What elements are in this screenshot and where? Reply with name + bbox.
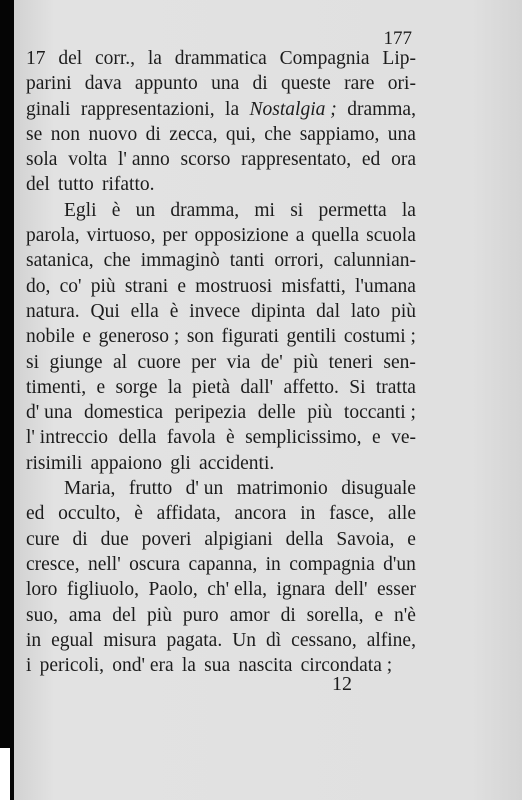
word: Lip-: [382, 48, 416, 69]
page-number: 177: [383, 28, 412, 49]
word: Si: [349, 376, 366, 398]
text-line: [26, 46, 416, 71]
word: per: [162, 225, 188, 247]
word: rappresentazioni,: [80, 98, 215, 120]
text-line: [26, 527, 416, 552]
word: cuore: [137, 351, 181, 373]
word: di: [252, 73, 268, 95]
word: nascita: [238, 655, 293, 677]
word: al: [112, 351, 128, 373]
word: di: [145, 123, 161, 145]
word: poveri: [141, 528, 192, 550]
text-line: [26, 299, 416, 324]
word: dramma,: [347, 98, 416, 120]
word: che: [103, 250, 131, 272]
book-spine-shadow: [0, 0, 14, 800]
book-page: [14, 0, 522, 800]
word: teneri: [328, 351, 373, 373]
word: della: [285, 528, 324, 550]
word: un: [135, 199, 156, 221]
word: ve-: [391, 427, 416, 449]
word: capanna,: [188, 553, 258, 575]
word: egual: [51, 629, 94, 651]
word: appunto: [134, 73, 198, 95]
text-line: [26, 577, 416, 602]
word: 17: [26, 48, 46, 69]
word: natura.: [26, 300, 80, 322]
word: figliuolo,: [66, 579, 139, 601]
word: l' intreccio: [26, 427, 109, 449]
word: sen-: [383, 351, 416, 373]
word: scorso: [180, 149, 231, 171]
word: satanica,: [26, 250, 94, 272]
word: gli: [170, 452, 191, 474]
word: dall': [240, 376, 274, 398]
word: invece: [189, 300, 241, 322]
word: e: [96, 376, 106, 398]
word: ella: [130, 300, 159, 322]
word: sua: [204, 655, 231, 677]
word: disuguale: [341, 478, 416, 500]
word: la: [401, 199, 416, 221]
word: suo,: [26, 604, 58, 626]
word: figurati: [221, 326, 279, 348]
text-line: [26, 425, 416, 450]
word: cresce,: [26, 553, 80, 575]
word: e: [407, 528, 416, 550]
word: puro: [182, 604, 219, 626]
word: si: [290, 199, 304, 221]
word: parola,: [26, 225, 80, 247]
word: alpigiani: [204, 528, 273, 550]
word: frutto: [128, 478, 173, 500]
word: ed: [26, 503, 45, 525]
word: in: [265, 553, 281, 575]
word: più: [90, 275, 116, 297]
word: dipinta: [251, 300, 306, 322]
word: loro: [26, 579, 58, 601]
text-line: [26, 603, 416, 628]
word: affidata,: [156, 503, 221, 525]
word: alfine,: [366, 629, 416, 651]
word: e: [374, 604, 384, 626]
word: per: [191, 351, 217, 373]
word: esser: [377, 579, 416, 601]
word: nuovo: [88, 123, 138, 145]
word: Egli: [64, 199, 97, 221]
word: pietà: [192, 376, 231, 398]
text-line: [26, 350, 416, 375]
word: drammatica: [174, 48, 267, 69]
word: queste: [281, 73, 331, 95]
word: l'umana: [355, 275, 416, 297]
word: l' anno: [118, 149, 170, 171]
word: ginali: [26, 98, 71, 120]
word: dal: [316, 300, 340, 322]
word: di: [280, 604, 296, 626]
word: rifatto.: [101, 174, 155, 196]
text-line: [26, 223, 416, 248]
word: nobile: [26, 326, 75, 348]
word: in: [26, 629, 42, 651]
word: del: [112, 604, 137, 626]
text-line: [26, 122, 416, 147]
word: strani: [124, 275, 169, 297]
word: Compagnia: [279, 48, 370, 69]
word: peripezia: [174, 402, 247, 424]
word: delle: [257, 402, 296, 424]
word: una: [211, 73, 240, 95]
word: timenti,: [26, 376, 87, 398]
scan-corner: [0, 748, 10, 800]
word: tutto: [58, 174, 94, 196]
word: è: [111, 199, 121, 221]
word: amor: [229, 604, 270, 626]
word: ori-: [387, 73, 416, 95]
text-line: [26, 274, 416, 299]
signature-mark: 12: [332, 673, 352, 695]
text-line: [26, 248, 416, 273]
text-line: [26, 476, 416, 501]
word: in: [300, 503, 316, 525]
word: zecca,: [169, 123, 218, 145]
word: la: [147, 48, 162, 69]
text-line: [26, 198, 416, 223]
word: d'un: [383, 553, 416, 575]
word: d' una: [26, 402, 73, 424]
word: e: [177, 275, 187, 297]
word: che: [264, 123, 292, 145]
word: costumi ;: [343, 326, 416, 348]
text-line: [26, 400, 416, 425]
word: do,: [26, 275, 51, 297]
word: oscura: [129, 553, 181, 575]
word: d' un: [185, 478, 224, 500]
text-line: [26, 451, 416, 476]
text-line: [26, 324, 416, 349]
word: del: [26, 174, 50, 196]
word: via: [226, 351, 251, 373]
word: tratta: [375, 376, 416, 398]
text-line: [26, 628, 416, 653]
word: orrori,: [274, 250, 324, 272]
word: Nostalgia ;: [249, 98, 337, 120]
word: scuola: [366, 225, 416, 247]
word: ignara: [276, 579, 326, 601]
word: della: [118, 427, 157, 449]
text-line: [26, 147, 416, 172]
word: rare: [344, 73, 375, 95]
word: Savoia,: [336, 528, 395, 550]
word: pericoli,: [39, 655, 105, 677]
word: è: [134, 503, 143, 525]
word: dì: [266, 629, 282, 651]
text-line: [26, 172, 416, 197]
word: dava: [84, 73, 122, 95]
word: immaginò: [140, 250, 220, 272]
word: più: [147, 604, 172, 626]
word: non: [50, 123, 80, 145]
word: del: [58, 48, 83, 69]
word: più: [307, 402, 333, 424]
word: mostruosi: [195, 275, 273, 297]
text-line: [26, 97, 416, 122]
word: ed: [361, 149, 381, 171]
text-line: [26, 71, 416, 96]
word: pagata.: [166, 629, 223, 651]
word: Maria,: [64, 478, 116, 500]
word: n'è: [394, 604, 416, 626]
word: appaiono: [90, 452, 163, 474]
word: è: [225, 427, 235, 449]
word: lato: [350, 300, 381, 322]
word: due: [100, 528, 129, 550]
word: matrimonio: [236, 478, 328, 500]
word: giunge: [49, 351, 103, 373]
word: la: [167, 376, 182, 398]
word: misura: [103, 629, 157, 651]
word: favola: [166, 427, 216, 449]
word: i: [26, 655, 32, 677]
word: toccanti ;: [343, 402, 416, 424]
word: domestica: [83, 402, 164, 424]
word: quella: [311, 225, 360, 247]
word: sappiamo,: [299, 123, 380, 145]
word: de': [260, 351, 283, 373]
word: una: [387, 123, 416, 145]
word: accidenti.: [198, 452, 275, 474]
word: parini: [26, 73, 72, 95]
word: mi: [254, 199, 275, 221]
word: qui,: [225, 123, 256, 145]
word: ch' ella,: [207, 579, 268, 601]
word: la: [181, 655, 196, 677]
word: ancora: [234, 503, 287, 525]
word: generoso ;: [98, 326, 180, 348]
word: co': [59, 275, 82, 297]
word: sola: [26, 149, 58, 171]
word: opposizione: [194, 225, 289, 247]
word: calunnian-: [333, 250, 416, 272]
word: se: [26, 123, 43, 145]
text-line: [26, 501, 416, 526]
word: fasce,: [329, 503, 375, 525]
word: compagnia: [289, 553, 375, 575]
body-text: [26, 46, 416, 678]
word: gentili: [286, 326, 337, 348]
word: ama: [68, 604, 102, 626]
word: ond' era: [112, 655, 174, 677]
word: ora: [391, 149, 416, 171]
word: rappresentato,: [241, 149, 352, 171]
word: son: [186, 326, 214, 348]
word: la: [225, 98, 240, 120]
word: dramma,: [170, 199, 240, 221]
word: volta: [68, 149, 108, 171]
word: è: [169, 300, 179, 322]
word: sorge: [115, 376, 158, 398]
word: a: [295, 225, 305, 247]
word: di: [72, 528, 88, 550]
text-line: [26, 375, 416, 400]
word: Qui: [90, 300, 120, 322]
word: alle: [387, 503, 416, 525]
word: cessano,: [291, 629, 357, 651]
word: occulto,: [58, 503, 121, 525]
text-line: [26, 653, 416, 678]
word: Paolo,: [148, 579, 198, 601]
word: risimili: [26, 452, 83, 474]
word: più: [391, 300, 416, 322]
word: misfatti,: [281, 275, 346, 297]
word: Un: [232, 629, 257, 651]
word: si: [26, 351, 40, 373]
word: cure: [26, 528, 60, 550]
word: più: [293, 351, 319, 373]
word: permetta: [318, 199, 387, 221]
word: corr.,: [94, 48, 136, 69]
word: dell': [334, 579, 368, 601]
word: e: [371, 427, 381, 449]
word: e: [82, 326, 91, 348]
word: tanti: [229, 250, 265, 272]
word: affetto.: [283, 376, 339, 398]
word: sorella,: [306, 604, 364, 626]
word: virtuoso,: [86, 225, 156, 247]
word: nell': [87, 553, 121, 575]
text-line: [26, 552, 416, 577]
word: circondata ;: [300, 655, 393, 677]
word: semplicissimo,: [245, 427, 362, 449]
